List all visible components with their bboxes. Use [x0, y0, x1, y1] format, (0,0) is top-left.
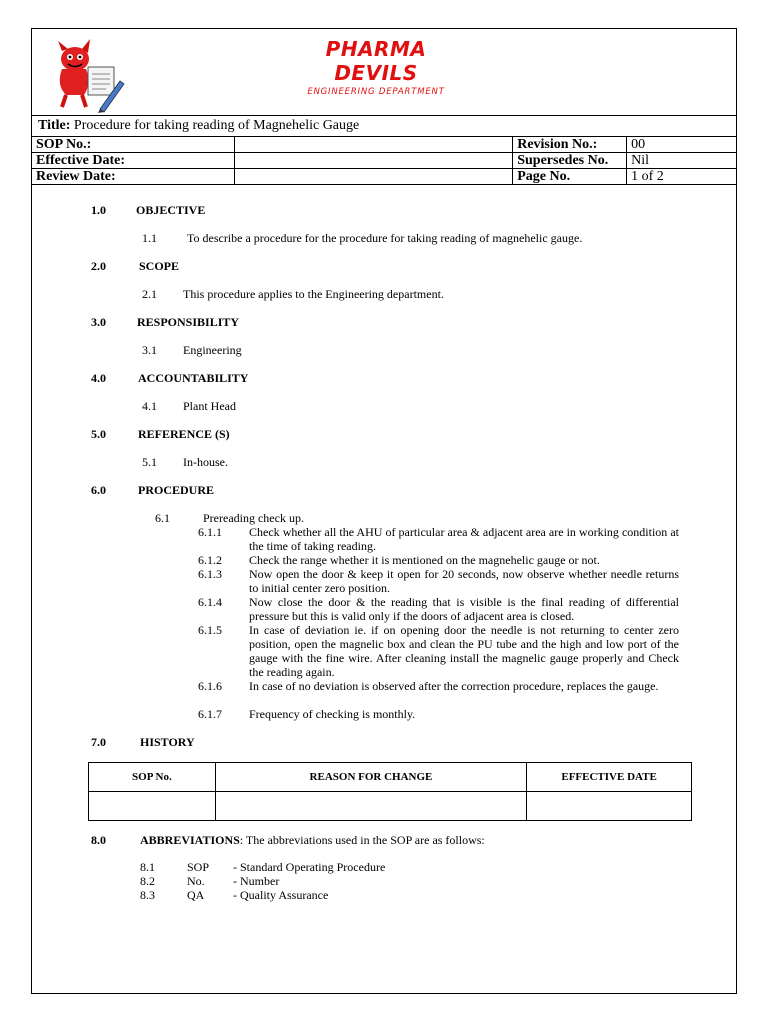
section-number: 7.0 [91, 735, 106, 749]
reference-text: In-house. [183, 455, 228, 469]
section-heading-scope: SCOPE [139, 259, 180, 273]
section-number: 3.0 [91, 315, 106, 329]
sop-no-label: SOP No.: [32, 137, 235, 153]
revision-no-value: 00 [627, 137, 737, 153]
section-number: 4.0 [91, 371, 106, 385]
history-cell [527, 792, 692, 821]
subsection-number: 2.1 [142, 287, 157, 301]
history-table [88, 762, 692, 821]
section-heading-procedure: PROCEDURE [138, 483, 215, 497]
history-cell [89, 792, 216, 821]
abbr-number: 8.2 [140, 874, 155, 888]
supersedes-value: Nil [627, 153, 737, 169]
subsection-number: 4.1 [142, 399, 157, 413]
brand-department: ENGINEERING DEPARTMENT [307, 87, 445, 97]
history-column-header: EFFECTIVE DATE [527, 763, 692, 792]
step-text: Check the range whether it is mentioned on the magnehelic gauge or not. [249, 553, 600, 567]
page-no-label: Page No. [513, 169, 627, 185]
history-column-header: SOP No. [89, 763, 216, 792]
devil-mascot-icon [48, 37, 126, 113]
sop-page [31, 28, 737, 994]
history-cell [215, 792, 526, 821]
abbr-meaning: - Number [233, 874, 280, 888]
step-text: Now close the door & the reading that is visible is the final reading of differential pressure but this is valid only if the doors of adjacent area is closed. [249, 595, 679, 623]
step-text: Check whether all the AHU of particular area & adjacent area are in working condition at the time of taking reading. [249, 525, 679, 553]
step-number: 6.1.5 [198, 623, 222, 637]
abbr-meaning: - Standard Operating Procedure [233, 860, 386, 874]
abbr-number: 8.1 [140, 860, 155, 874]
sop-no-value [234, 137, 512, 153]
page-no-value: 1 of 2 [627, 169, 737, 185]
brand-name: PHARMA DEVILS [325, 37, 427, 85]
brand-block [296, 37, 456, 97]
revision-no-label: Revision No.: [513, 137, 627, 153]
section-number: 1.0 [91, 203, 106, 217]
section-heading-reference: REFERENCE (S) [138, 427, 230, 441]
section-heading-objective: OBJECTIVE [136, 203, 206, 217]
supersedes-label: Supersedes No. [513, 153, 627, 169]
abbr-term: SOP [187, 860, 210, 874]
title-label: Title: [38, 118, 71, 133]
section-heading-abbreviations: ABBREVIATIONS [140, 833, 240, 847]
abbreviations-intro: : The abbreviations used in the SOP are as follows: [239, 833, 485, 847]
history-column-header: REASON FOR CHANGE [215, 763, 526, 792]
document-title-row [32, 115, 736, 137]
section-number: 6.0 [91, 483, 106, 497]
responsibility-text: Engineering [183, 343, 242, 357]
abbr-term: QA [187, 888, 205, 902]
subsection-number: 6.1 [155, 511, 170, 525]
section-number: 2.0 [91, 259, 106, 273]
section-number: 8.0 [91, 833, 106, 847]
subsection-number: 5.1 [142, 455, 157, 469]
step-text: In case of deviation ie. if on opening door the needle is not returning to center zero position, open the magnelic box and clean the PU tube and the high and low port of the gauge with the fine wire. After cleaning install the magnelic gauge properly and Check the reading again. [249, 623, 679, 679]
effective-date-label: Effective Date: [32, 153, 235, 169]
subsection-number: 1.1 [142, 231, 157, 245]
step-number: 6.1.4 [198, 595, 222, 609]
section-heading-accountability: ACCOUNTABILITY [138, 371, 249, 385]
review-date-value [234, 169, 512, 185]
objective-text: To describe a procedure for the procedure for taking reading of magnehelic gauge. [187, 231, 583, 245]
procedure-intro: Prereading check up. [203, 511, 304, 525]
step-text: Now open the door & keep it open for 20 seconds, now observe whether needle returns to initial center zero position. [249, 567, 679, 595]
document-title: Procedure for taking reading of Magnehelic Gauge [73, 118, 360, 133]
step-text: Frequency of checking is monthly. [249, 707, 416, 721]
abbr-number: 8.3 [140, 888, 155, 902]
abbr-meaning: - Quality Assurance [233, 888, 329, 902]
abbreviations-heading-line [140, 833, 485, 848]
step-number: 6.1.6 [198, 679, 222, 693]
letterhead [32, 29, 736, 117]
review-date-label: Review Date: [32, 169, 235, 185]
effective-date-value [234, 153, 512, 169]
step-text: In case of no deviation is observed after the correction procedure, replaces the gauge. [249, 679, 659, 693]
step-number: 6.1.3 [198, 567, 222, 581]
section-heading-responsibility: RESPONSIBILITY [137, 315, 240, 329]
sop-header-table [31, 136, 737, 185]
section-number: 5.0 [91, 427, 106, 441]
step-number: 6.1.1 [198, 525, 222, 539]
accountability-text: Plant Head [183, 399, 236, 413]
step-number: 6.1.7 [198, 707, 222, 721]
abbr-term: No. [187, 874, 205, 888]
scope-text: This procedure applies to the Engineering department. [183, 287, 444, 301]
step-number: 6.1.2 [198, 553, 222, 567]
table-row [89, 792, 692, 821]
section-heading-history: HISTORY [140, 735, 195, 749]
subsection-number: 3.1 [142, 343, 157, 357]
